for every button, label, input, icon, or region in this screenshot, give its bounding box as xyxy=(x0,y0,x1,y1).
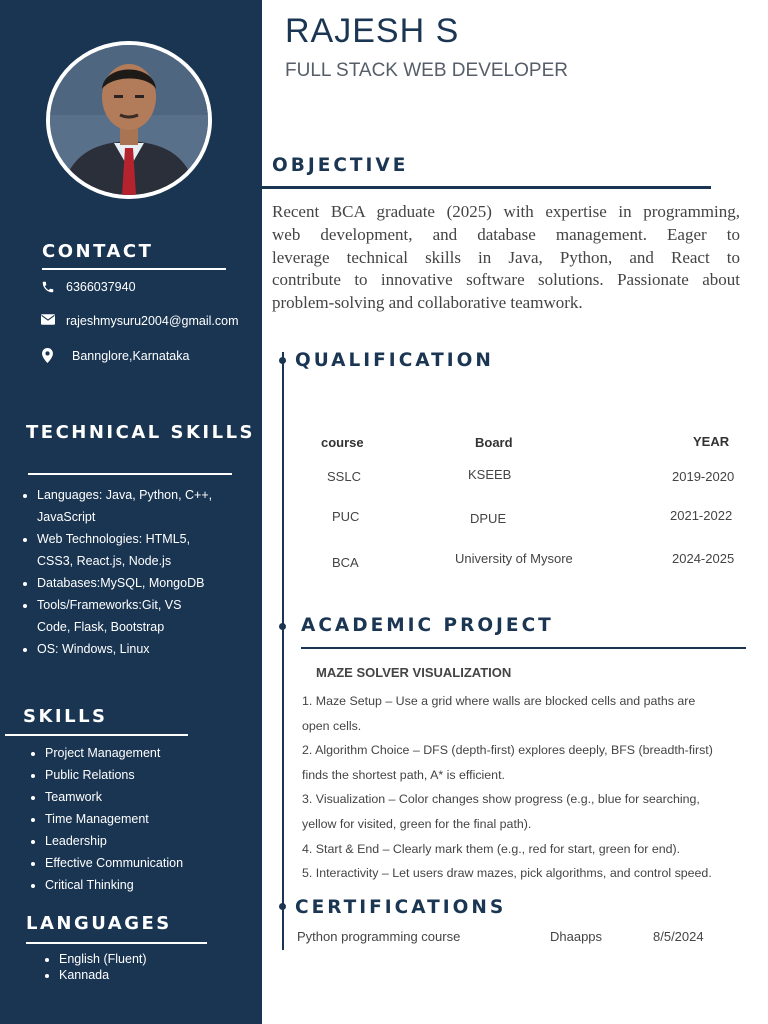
list-item: • Kannada xyxy=(59,967,259,983)
phone-icon xyxy=(41,280,55,294)
list-item: 5. Interactivity – Let users draw mazes, pick algorithms, and control speed. xyxy=(302,866,712,881)
project-description xyxy=(302,694,752,891)
table-cell-board: University of Mysore xyxy=(455,551,573,566)
list-item: • Tools/Frameworks:Git, VS Code, Flask, Bootstrap xyxy=(37,594,267,638)
column-header-year: YEAR xyxy=(693,434,730,449)
list-item: • OS: Windows, Linux xyxy=(37,638,267,660)
list-item: • Effective Communication xyxy=(45,852,265,874)
table-cell-course: BCA xyxy=(332,555,359,570)
list-item: • English (Fluent) xyxy=(59,951,259,967)
skills-list xyxy=(29,742,265,896)
table-cell-year: 2021-2022 xyxy=(670,508,733,523)
list-item: open cells. xyxy=(302,718,362,733)
table-cell-year: 2019-2020 xyxy=(672,469,735,484)
certification-date: 8/5/2024 xyxy=(653,929,704,944)
objective-heading: OBJECTIVE xyxy=(272,155,409,176)
certifications-heading: CERTIFICATIONS xyxy=(295,897,507,918)
skills-heading: SKILLS xyxy=(23,706,108,727)
certification-issuer: Dhaapps xyxy=(550,929,603,944)
list-item: • Public Relations xyxy=(45,764,265,786)
job-title: FULL STACK WEB DEVELOPER xyxy=(285,60,568,81)
technical-skills-list xyxy=(21,484,267,660)
list-item: 4. Start & End – Clearly mark them (e.g., red for start, green for end). xyxy=(302,841,681,856)
timeline-line xyxy=(282,352,284,950)
location-pin-icon xyxy=(42,348,53,363)
academic-project-divider xyxy=(301,647,746,649)
list-item: • Project Management xyxy=(45,742,265,764)
table-cell-board: DPUE xyxy=(470,511,507,526)
column-header-course: course xyxy=(321,435,364,450)
list-item: • Critical Thinking xyxy=(45,874,265,896)
timeline-dot xyxy=(279,623,286,630)
timeline-dot xyxy=(279,903,286,910)
list-item: 2. Algorithm Choice – DFS (depth-first) explores deeply, BFS (breadth-first) xyxy=(302,743,713,758)
list-item: • Time Management xyxy=(45,808,265,830)
list-item: yellow for visited, green for the final path). xyxy=(302,816,532,831)
technical-skills-heading: TECHNICAL SKILLS xyxy=(26,422,255,443)
qualification-heading: QUALIFICATION xyxy=(295,350,494,371)
list-item: • Web Technologies: HTML5, CSS3, React.js, Node.js xyxy=(37,528,267,572)
skills-divider xyxy=(5,734,188,736)
profile-photo xyxy=(46,41,212,199)
table-cell-course: SSLC xyxy=(327,469,361,484)
list-item: • Languages: Java, Python, C++, JavaScript xyxy=(37,484,267,528)
table-cell-year: 2024-2025 xyxy=(672,551,735,566)
technical-skills-divider xyxy=(28,473,232,475)
column-header-board: Board xyxy=(475,435,513,450)
candidate-name: RAJESH S xyxy=(285,12,460,50)
list-item: finds the shortest path, A* is efficient. xyxy=(302,767,505,782)
objective-divider xyxy=(262,186,711,189)
project-title: MAZE SOLVER VISUALIZATION xyxy=(316,665,512,680)
table-cell-board: KSEEB xyxy=(468,467,512,482)
list-item: • Teamwork xyxy=(45,786,265,808)
list-item: • Databases:MySQL, MongoDB xyxy=(37,572,267,594)
table-cell-course: PUC xyxy=(332,509,360,524)
location-text: Bannglore,Karnataka xyxy=(72,349,190,363)
list-item: 3. Visualization – Color changes show progress (e.g., blue for searching, xyxy=(302,792,700,807)
languages-heading: LANGUAGES xyxy=(26,913,172,934)
timeline-dot xyxy=(279,357,286,364)
email-icon xyxy=(41,314,55,325)
phone-number[interactable]: 6366037940 xyxy=(66,280,136,294)
certification-course: Python programming course xyxy=(297,929,461,944)
list-item: 1. Maze Setup – Use a grid where walls are blocked cells and paths are xyxy=(302,694,696,708)
list-item: • Leadership xyxy=(45,830,265,852)
academic-project-heading: ACADEMIC PROJECT xyxy=(301,615,554,636)
languages-divider xyxy=(26,942,207,944)
languages-list xyxy=(43,951,259,983)
objective-text: Recent BCA graduate (2025) with expertise in programming, web development, and database management. Eager to leverage technical skills in Java, Python, and React to contribute to innovative software solutions. Passionate about problem-solving and collaborative teamwork. xyxy=(272,202,740,313)
contact-divider xyxy=(42,268,226,270)
contact-heading: CONTACT xyxy=(42,241,154,262)
email-address[interactable]: rajeshmysuru2004@gmail.com xyxy=(66,314,239,328)
